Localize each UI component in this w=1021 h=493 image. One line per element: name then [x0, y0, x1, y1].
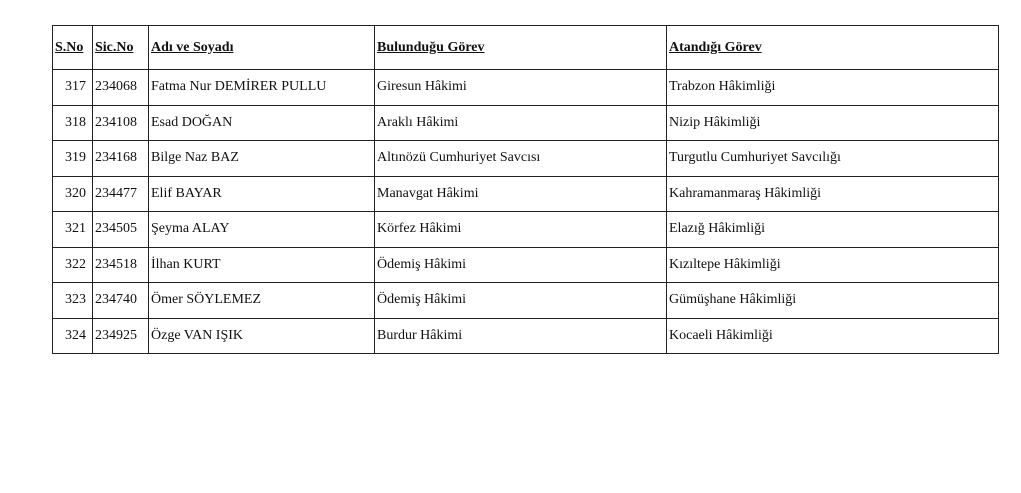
header-name: Adı ve Soyadı	[149, 26, 375, 70]
cell-assigned-duty: Kızıltepe Hâkimliği	[667, 247, 999, 283]
cell-sno: 323	[53, 283, 93, 319]
cell-sno: 318	[53, 105, 93, 141]
header-sicno: Sic.No	[93, 26, 149, 70]
cell-name: İlhan KURT	[149, 247, 375, 283]
cell-sno: 321	[53, 212, 93, 248]
cell-sicno: 234068	[93, 70, 149, 106]
table-header-row	[53, 26, 999, 70]
table-row	[53, 212, 999, 248]
cell-current-duty: Körfez Hâkimi	[375, 212, 667, 248]
cell-assigned-duty: Gümüşhane Hâkimliği	[667, 283, 999, 319]
cell-current-duty: Altınözü Cumhuriyet Savcısı	[375, 141, 667, 177]
cell-assigned-duty: Kahramanmaraş Hâkimliği	[667, 176, 999, 212]
cell-sicno: 234505	[93, 212, 149, 248]
header-sno: S.No	[53, 26, 93, 70]
cell-name: Ömer SÖYLEMEZ	[149, 283, 375, 319]
cell-name: Esad DOĞAN	[149, 105, 375, 141]
cell-current-duty: Ödemiş Hâkimi	[375, 247, 667, 283]
cell-assigned-duty: Turgutlu Cumhuriyet Savcılığı	[667, 141, 999, 177]
table-row	[53, 176, 999, 212]
cell-current-duty: Burdur Hâkimi	[375, 318, 667, 354]
cell-name: Elif BAYAR	[149, 176, 375, 212]
cell-current-duty: Giresun Hâkimi	[375, 70, 667, 106]
table-body	[53, 70, 999, 354]
appointment-table	[52, 25, 999, 354]
cell-sicno: 234518	[93, 247, 149, 283]
cell-sicno: 234740	[93, 283, 149, 319]
table-row	[53, 70, 999, 106]
cell-current-duty: Manavgat Hâkimi	[375, 176, 667, 212]
cell-sno: 324	[53, 318, 93, 354]
cell-sno: 317	[53, 70, 93, 106]
cell-name: Fatma Nur DEMİRER PULLU	[149, 70, 375, 106]
cell-current-duty: Ödemiş Hâkimi	[375, 283, 667, 319]
appointment-table-container	[52, 25, 998, 354]
cell-assigned-duty: Trabzon Hâkimliği	[667, 70, 999, 106]
cell-sicno: 234477	[93, 176, 149, 212]
cell-name: Şeyma ALAY	[149, 212, 375, 248]
cell-name: Bilge Naz BAZ	[149, 141, 375, 177]
cell-sno: 322	[53, 247, 93, 283]
cell-sicno: 234108	[93, 105, 149, 141]
cell-assigned-duty: Nizip Hâkimliği	[667, 105, 999, 141]
cell-assigned-duty: Kocaeli Hâkimliği	[667, 318, 999, 354]
table-row	[53, 141, 999, 177]
header-current-duty: Bulunduğu Görev	[375, 26, 667, 70]
cell-assigned-duty: Elazığ Hâkimliği	[667, 212, 999, 248]
cell-sno: 320	[53, 176, 93, 212]
cell-sicno: 234168	[93, 141, 149, 177]
header-assigned-duty: Atandığı Görev	[667, 26, 999, 70]
cell-current-duty: Araklı Hâkimi	[375, 105, 667, 141]
table-row	[53, 318, 999, 354]
table-row	[53, 247, 999, 283]
table-row	[53, 105, 999, 141]
cell-name: Özge VAN IŞIK	[149, 318, 375, 354]
cell-sicno: 234925	[93, 318, 149, 354]
cell-sno: 319	[53, 141, 93, 177]
table-row	[53, 283, 999, 319]
